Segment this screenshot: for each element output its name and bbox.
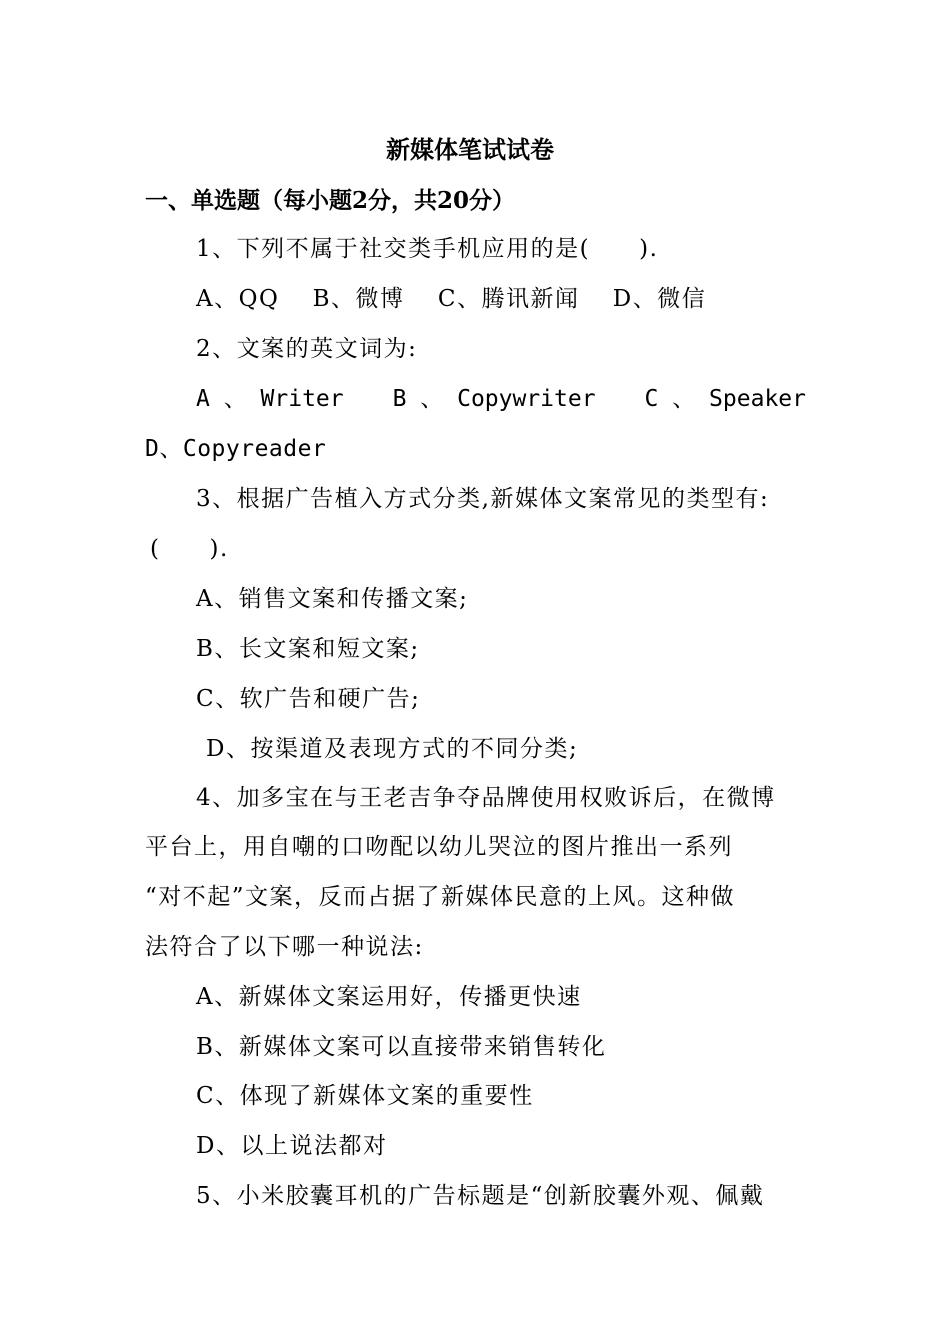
- question-3-stem-line-1: 3、根据广告植入方式分类,新媒体文案常见的类型有:: [196, 486, 770, 512]
- question-2-options-row: [196, 384, 806, 414]
- question-2-option-a: A 、 Writer: [196, 386, 344, 412]
- page-title: 新媒体笔试试卷: [386, 135, 554, 164]
- question-2-option-d: D、Copyreader: [145, 436, 327, 462]
- question-4-option-b: B、新媒体文案可以直接带来销售转化: [196, 1034, 607, 1060]
- question-1-stem: 1、下列不属于社交类手机应用的是( ).: [196, 236, 659, 262]
- question-2-option-b: B 、 Copywriter: [392, 386, 596, 412]
- section-heading: 一、单选题（每小题2分，共20分）: [145, 187, 516, 214]
- question-3-option-a: A、销售文案和传播文案;: [196, 586, 469, 612]
- question-4-stem-line-1: 4、加多宝在与王老吉争夺品牌使用权败诉后，在微博: [196, 785, 776, 811]
- question-2-option-c: C 、 Speaker: [644, 386, 806, 412]
- question-3-option-d: D、按渠道及表现方式的不同分类;: [206, 736, 579, 762]
- question-4-option-c: C、体现了新媒体文案的重要性: [196, 1083, 534, 1109]
- question-5-stem-line-1: 5、小米胶囊耳机的广告标题是“创新胶囊外观、佩戴: [196, 1183, 765, 1209]
- question-4-stem-line-2: 平台上，用自嘲的口吻配以幼儿哭泣的图片推出一系列: [145, 834, 733, 860]
- question-4-option-d: D、以上说法都对: [196, 1133, 388, 1159]
- question-4-stem-line-4: 法符合了以下哪一种说法:: [145, 934, 424, 960]
- question-3-option-c: C、软广告和硬广告;: [196, 686, 421, 712]
- question-4-option-a: A、新媒体文案运用好，传播更快速: [196, 984, 582, 1010]
- question-4-stem-line-3: “对不起”文案，反而占据了新媒体民意的上风。这种做: [145, 884, 736, 910]
- question-3-option-b: B、长文案和短文案;: [196, 636, 420, 662]
- question-2-stem: 2、文案的英文词为:: [196, 336, 418, 362]
- question-1-options: A、QQ B、微博 C、腾讯新闻 D、微信: [196, 286, 707, 312]
- question-3-stem-line-2: ( ).: [150, 536, 229, 562]
